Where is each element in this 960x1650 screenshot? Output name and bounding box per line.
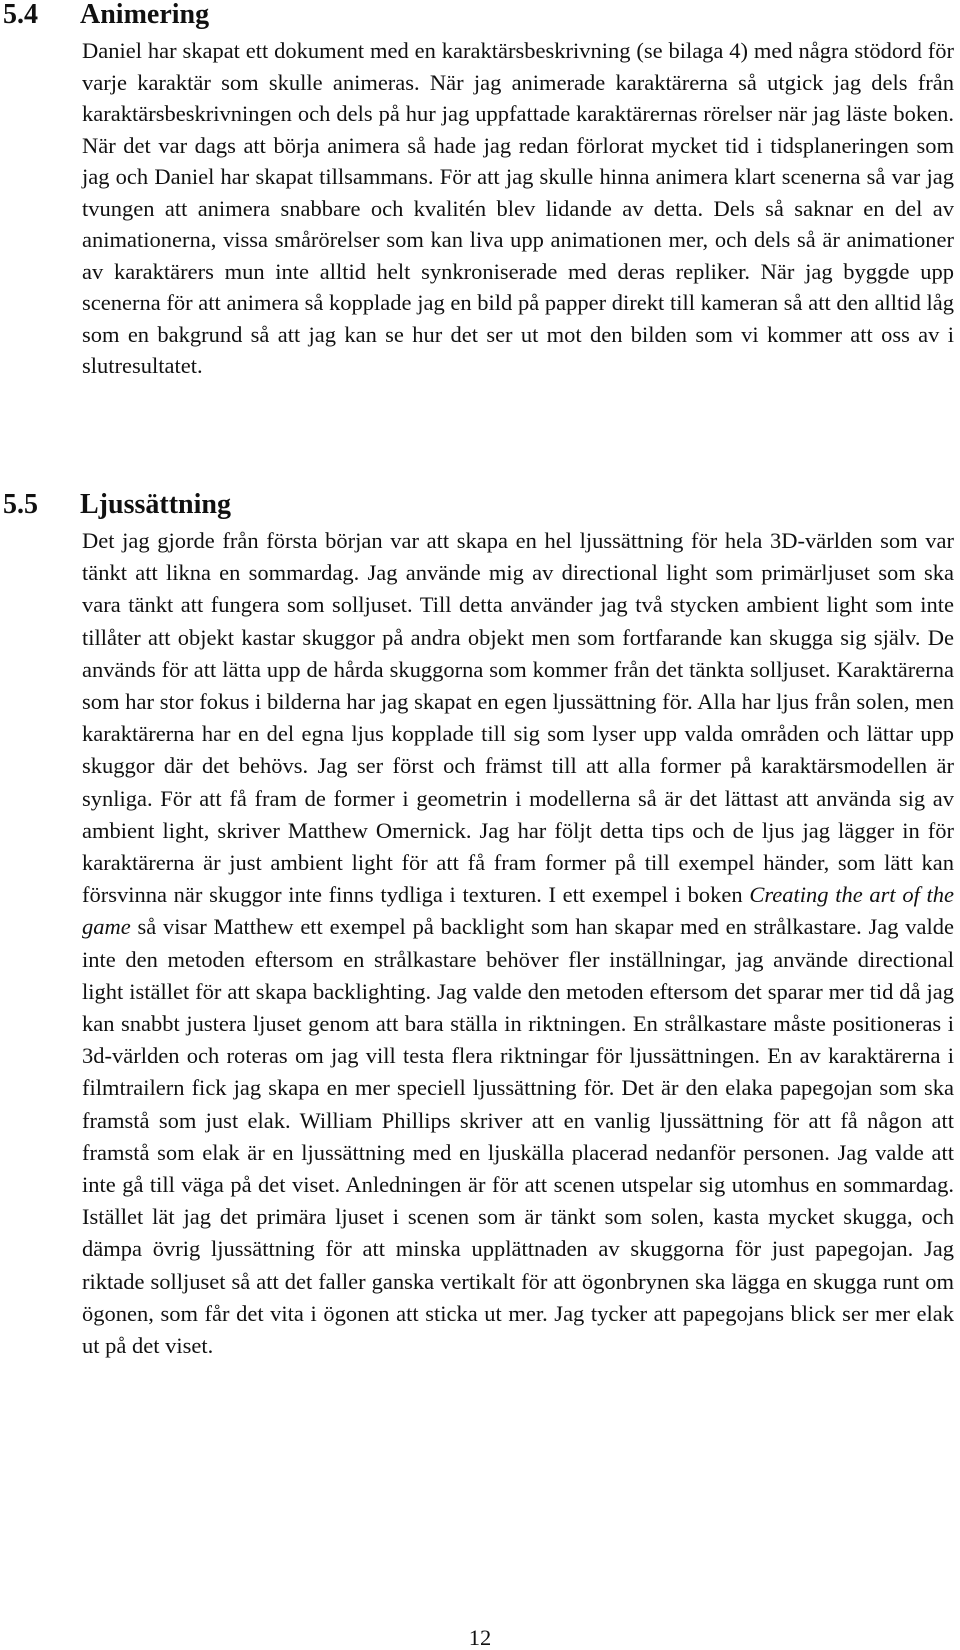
- section-title: Ljussättning: [80, 489, 231, 520]
- section-title: Animering: [80, 0, 210, 30]
- paragraph-text-part: så visar Matthew ett exempel på backlight som han skapar med en strålkastare. Jag valde inte den metoden eftersom en strålkastare behöver fler inställningar, jag använde directional light istället för att skapa backlighting. Jag valde den metoden eftersom det sparar mer tid då jag kan snabbt justera ljuset genom att bara ställa in riktningen. En strålkastare måste positioneras i 3d-världen och roteras om jag vill testa flera riktningar för ljussättningen. En av karaktärerna i filmtrailern fick jag skapa en mer speciell ljussättning för. Det är den elaka papegojan som ska framstå som just elak. William Phillips skriver att en vanlig ljussättning för att få någon att framstå som elak är en ljussättning med en ljuskälla placerad nedanför personen. Jag valde att inte gå till väga på det viset. Anledningen är för att scenen utspelar sig utomhus en sommardag. Istället lät jag det primära ljuset i scenen som är tänkt som solen, kasta mycket skugga, och dämpa övrig ljussättning för att minska upplättnaden av skuggorna för just papegojan. Jag riktade solljuset så att det faller ganska vertikalt för att ögonbrynen ska lägga en skugga runt om ögonen, som får det vita i ögonen att sticka ut mer. Jag tycker att papegojans blick ser mer elak ut på det viset.: [82, 914, 954, 1359]
- section-paragraph-ljussattning: [82, 525, 954, 1362]
- section-number: 5.5: [3, 489, 38, 520]
- section-heading-animering: [3, 0, 209, 30]
- page-number: 12: [468, 1625, 492, 1650]
- section-paragraph-animering: Daniel har skapat ett dokument med en karaktärsbeskrivning (se bilaga 4) med några stödord för varje karaktär som skulle animeras. När jag animerade karaktärerna så utgick jag dels från karaktärsbeskrivningen och dels på hur jag uppfattade karaktärernas rörelser när jag läste boken. När det var dags att börja animera så hade jag redan förlorat mycket tid i tidsplaneringen som jag och Daniel har skapat tillsammans. För att jag skulle hinna animera klart scenerna så var jag tvungen att animera snabbare och kvalitén blev lidande av detta. Dels så saknar en del av animationerna, vissa smårörelser som kan liva upp animationen mer, och dels så är animationer av karaktärers mun inte alltid helt synkroniserade med deras repliker. När jag byggde upp scenerna för att animera så kopplade jag en bild på papper direkt till kameran så att den alltid låg som en bakgrund så att jag kan se hur det ser ut mot den bilden som vi kommer att oss av i slutresultatet.: [82, 38, 954, 378]
- book-title: Creating the art of the game: [82, 882, 954, 940]
- section-number: 5.4: [3, 0, 38, 30]
- section-heading-ljussattning: [3, 490, 231, 520]
- paragraph-text-part: Det jag gjorde från första början var att skapa en hel ljussättning för hela 3D-världen som var tänkt att likna en sommardag. Jag använde mig av directional light som primärljuset som ska vara tänkt att fungera som solljuset. Till detta använder jag två stycken ambient light som inte tillåter att objekt kastar skuggor på andra objekt men som fortfarande kan skugga sig själv. De används för att lätta upp de hårda skuggorna som kommer från det tänkta solljuset. Karaktärerna som har stor fokus i bilderna har jag skapat en egen ljussättning för. Alla har ljus från solen, men karaktärerna har en del egna ljus kopplade till sig som lyser upp valda områden och lättar upp skuggor där det behövs. Jag ser först och främst till att alla former på karaktärsmodellen är synliga. För att få fram de former i geometrin i modellerna så är det lättast att använda sig av ambient light, skriver Matthew Omernick. Jag har följt detta tips och de ljus jag lägger in för karaktärerna är just ambient light för att få fram former på till exempel händer, som lätt kan försvinna när skuggor inte finns tydliga i texturen. I ett exempel i boken: [82, 528, 954, 908]
